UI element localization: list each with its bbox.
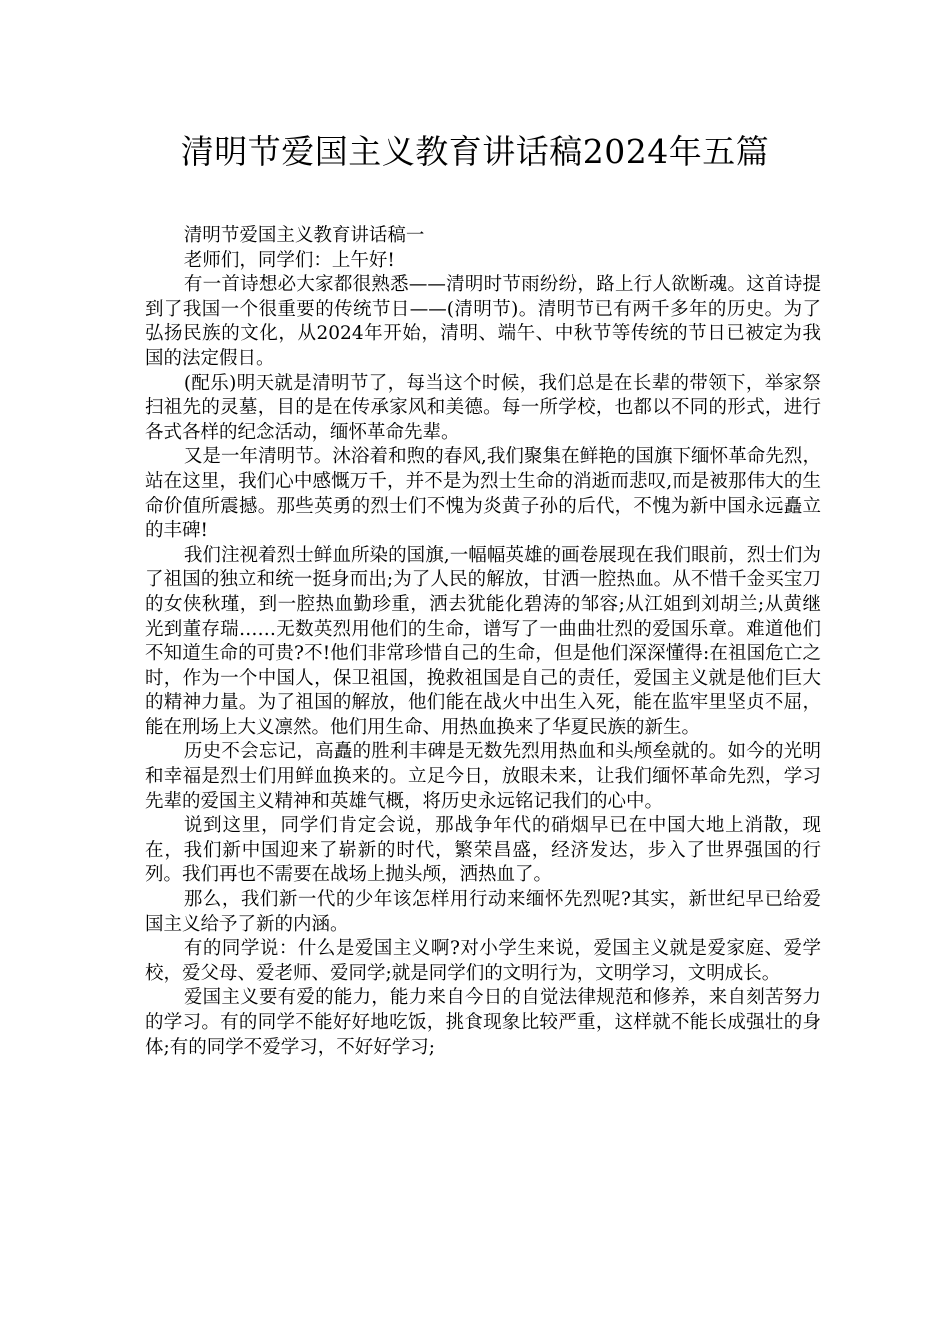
paragraph-heading: 清明节爱国主义教育讲话稿一 xyxy=(183,225,425,246)
paragraph: 有的同学说：什么是爱国主义啊?对小学生来说，爱国主义就是爱家庭、爱学校，爱父母、爱老师、爱同学;就是同学们的文明行为，文明学习，文明成长。 xyxy=(145,938,821,984)
paragraph: (配乐)明天就是清明节了，每当这个时候，我们总是在长辈的带领下，举家祭扫祖先的灵墓，目的是在传承家风和美德。每一所学校，也都以不同的形式，进行各式各样的纪念活动，缅怀革命先辈。 xyxy=(145,372,821,443)
paragraph: 说到这里，同学们肯定会说，那战争年代的硝烟早已在中国大地上消散，现在，我们新中国迎来了崭新的时代，繁荣昌盛，经济发达，步入了世界强国的行列。我们再也不需要在战场上抛头颅，洒热血了。 xyxy=(145,815,821,886)
paragraph-greeting: 老师们，同学们：上午好! xyxy=(183,249,395,271)
paragraph: 历史不会忘记，高矗的胜利丰碑是无数先烈用热血和头颅垒就的。如今的光明和幸福是烈士们用鲜血换来的。立足今日，放眼未来，让我们缅怀革命先烈，学习先辈的爱国主义精神和英雄气概，将历史永远铭记我们的心中。 xyxy=(145,741,821,812)
document-title: 清明节爱国主义教育讲话稿2024年五篇 xyxy=(180,132,770,171)
paragraph: 我们注视着烈士鲜血所染的国旗,一幅幅英雄的画卷展现在我们眼前，烈士们为了祖国的独立和统一挺身而出;为了人民的解放，甘洒一腔热血。从不惜千金买宝刀的女侠秋瑾，到一腔热血勤珍重，洒去犹能化碧涛的邹容;从江姐到刘胡兰;从黄继光到董存瑞……无数英烈用他们的生命，谱写了一曲曲壮烈的爱国乐章。难道他们不知道生命的可贵?不!他们非常珍惜自己的生命，但是他们深深懂得:在祖国危亡之时，作为一个中国人，保卫祖国，挽救祖国是自己的责任，爱国主义就是他们巨大的精神力量。为了祖国的解放，他们能在战火中出生入死，能在监牢里坚贞不屈，能在刑场上大义凛然。他们用生命、用热血换来了华夏民族的新生。 xyxy=(145,544,821,738)
document-body xyxy=(145,224,821,1060)
paragraph: 又是一年清明节。沐浴着和煦的春风,我们聚集在鲜艳的国旗下缅怀革命先烈，站在这里，我们心中感慨万千，并不是为烈士生命的消逝而悲叹,而是被那伟大的生命价值所震撼。那些英勇的烈士们不愧为炎黄子孙的后代，不愧为新中国永远矗立的丰碑! xyxy=(145,446,821,542)
paragraph: 爱国主义要有爱的能力，能力来自今日的自觉法律规范和修养，来自刻苦努力的学习。有的同学不能好好地吃饭，挑食现象比较严重，这样就不能长成强壮的身体;有的同学不爱学习，不好好学习; xyxy=(145,987,821,1058)
paragraph: 那么，我们新一代的少年该怎样用行动来缅怀先烈呢?其实，新世纪早已给爱国主义给予了新的内涵。 xyxy=(145,889,821,935)
paragraph: 有一首诗想必大家都很熟悉——清明时节雨纷纷，路上行人欲断魂。这首诗提到了我国一个很重要的传统节日——(清明节)。清明节已有两千多年的历史。为了弘扬民族的文化，从2024年开始，清明、端午、中秋节等传统的节日已被定为我国的法定假日。 xyxy=(145,274,821,369)
